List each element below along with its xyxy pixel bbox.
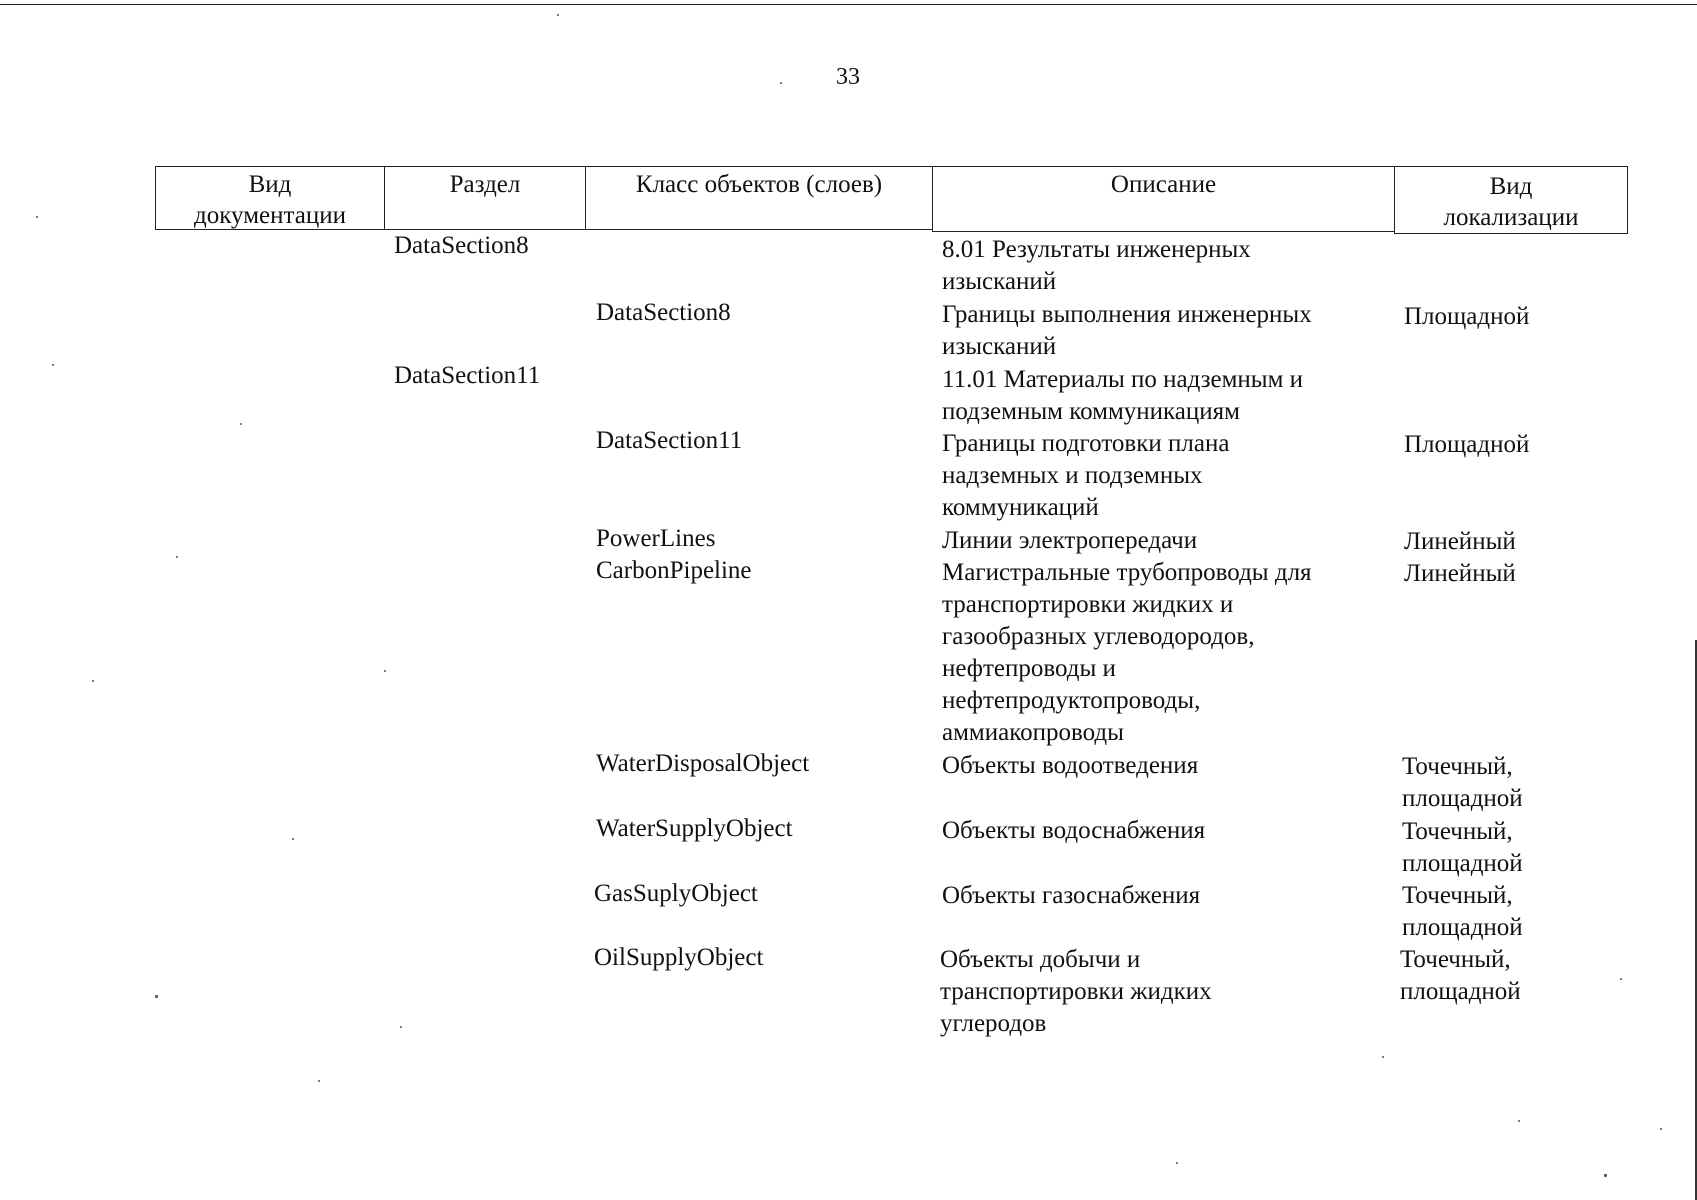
header-section: Раздел bbox=[384, 166, 586, 230]
scan-speck bbox=[400, 1026, 402, 1028]
cell-description: Магистральные трубопроводы для транспортировки жидких и газообразных углеводородов, нефтепроводы и нефтепродуктопроводы, аммиакопроводы bbox=[942, 559, 1312, 746]
cell-description: Объекты водоотведения bbox=[942, 752, 1199, 779]
scan-speck bbox=[36, 216, 38, 218]
page-number: 33 bbox=[836, 64, 860, 90]
cell-localization: Точечный, площадной bbox=[1400, 946, 1521, 1005]
scan-speck bbox=[1604, 1174, 1607, 1177]
cell-object-class: PowerLines bbox=[596, 525, 716, 552]
cell-description: Объекты водоснабжения bbox=[942, 817, 1206, 844]
cell-description: Границы выполнения инженерных изысканий bbox=[942, 301, 1312, 360]
scan-speck bbox=[155, 995, 158, 998]
top-border-line bbox=[0, 4, 1697, 5]
scan-speck bbox=[52, 364, 54, 366]
table-header bbox=[0, 166, 1697, 236]
cell-description: Объекты добычи и транспортировки жидких углеродов bbox=[940, 946, 1212, 1037]
header-object-class: Класс объектов (слоев) bbox=[585, 166, 933, 230]
scan-speck bbox=[780, 82, 782, 84]
scan-speck bbox=[240, 423, 242, 425]
scan-speck bbox=[176, 556, 178, 558]
cell-description: 8.01 Результаты инженерных изысканий bbox=[942, 236, 1251, 295]
cell-localization: Точечный, площадной bbox=[1402, 818, 1523, 877]
cell-localization: Линейный bbox=[1404, 560, 1516, 587]
scan-speck bbox=[1518, 1120, 1520, 1122]
cell-object-class: OilSupplyObject bbox=[594, 944, 764, 971]
header-localization: Вид локализации bbox=[1394, 166, 1628, 234]
scan-speck bbox=[1660, 1128, 1662, 1130]
cell-object-class: WaterSupplyObject bbox=[596, 815, 793, 842]
header-description: Описание bbox=[932, 166, 1395, 232]
cell-section: DataSection8 bbox=[394, 232, 529, 259]
header-doc-type: Вид документации bbox=[155, 166, 385, 230]
cell-localization: Площадной bbox=[1404, 431, 1530, 458]
cell-section: DataSection11 bbox=[394, 362, 541, 389]
scan-speck bbox=[318, 1080, 320, 1082]
cell-localization: Точечный, площадной bbox=[1402, 753, 1523, 812]
cell-localization: Точечный, площадной bbox=[1402, 882, 1523, 941]
cell-object-class: GasSuplyObject bbox=[594, 880, 758, 907]
cell-localization: Площадной bbox=[1404, 303, 1530, 330]
cell-object-class: DataSection11 bbox=[596, 427, 743, 454]
cell-description: 11.01 Материалы по надземным и подземным коммуникациям bbox=[942, 366, 1304, 425]
cell-object-class: CarbonPipeline bbox=[596, 557, 752, 584]
scan-speck bbox=[1620, 978, 1622, 980]
scan-speck bbox=[92, 680, 94, 682]
scan-speck bbox=[1382, 1056, 1384, 1058]
cell-localization: Линейный bbox=[1404, 528, 1516, 555]
cell-description: Границы подготовки плана надземных и подземных коммуникаций bbox=[942, 430, 1230, 521]
cell-description: Линии электропередачи bbox=[942, 527, 1198, 554]
cell-object-class: WaterDisposalObject bbox=[596, 750, 810, 777]
cell-description: Объекты газоснабжения bbox=[942, 882, 1201, 909]
scan-speck bbox=[384, 670, 386, 672]
scan-speck bbox=[292, 838, 294, 840]
cell-object-class: DataSection8 bbox=[596, 299, 731, 326]
scan-speck bbox=[1176, 1162, 1178, 1164]
scan-speck bbox=[557, 14, 559, 16]
